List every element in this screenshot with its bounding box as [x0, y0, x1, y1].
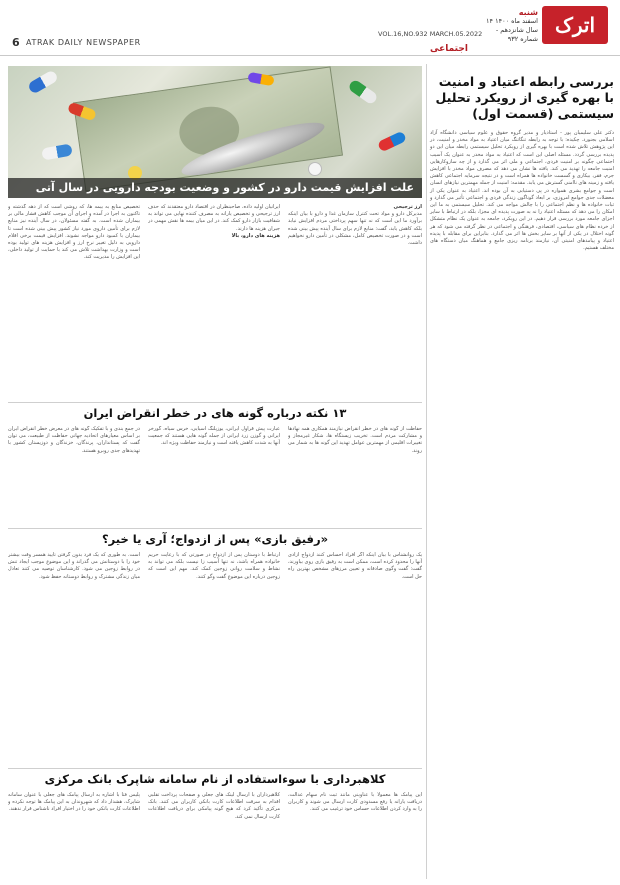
pill-shape: [27, 69, 59, 94]
marriage-article-col-1: است. به طوری که یک فرد بدون گرفتن تأیید همسر وقت بیشتر خود را با دوستانش می گذراند و این موضوع موجب ایجاد تنش در روابط زوجین می شود. کارشناسان توصیه می کنند تعادل میان زندگی مشترک و روابط دوستانه حفظ شود.: [8, 552, 140, 580]
pill-shape: [347, 78, 378, 105]
marriage-article-headline: «رفیق بازی» پس از ازدواج؛ آری یا خیر؟: [101, 532, 328, 546]
date-persian: ۱۴ اسفند ماه ۱۴۰۰: [486, 17, 538, 25]
right-article: [430, 60, 614, 878]
column-divider: [426, 64, 427, 879]
section-divider: [8, 402, 422, 403]
pill-shape: [377, 131, 407, 153]
section-divider: [8, 768, 422, 769]
right-article-body: دکتر علی سلیمیان پور - استادیار و مدیر گروه حقوق و علوم سیاسی دانشگاه آزاد اسلامی بجنورد. چکیده: با توجه به رابطه تنگاتنگ میان اعتیاد به مواد مخدر و امنیت، در این پژوهش تلاش شده است با بهره گیری از رویکرد تحلیل سیستمی رابطه میان این دو پدیده بررسی گردد. مسئله اصلی این است که اعتیاد به مواد مخدر به عنوان یک آسیب اجتماعی چگونه بر امنیت فردی، اجتماعی و ملی اثر می گذارد و از چه سازوکارهایی امنیت جامعه را تهدید می کند. یافته ها نشان می دهد که مصرف مواد مخدر با افزایش جرم، فقر، بیکاری و گسست خانواده ها همراه است و در نتیجه سرمایه اجتماعی کاهش یافته و زمینه های ناامنی گسترش می یابد. مقدمه: امنیت از جمله مهمترین نیازهای انسان است و جوامع بشری همواره در پی دستیابی به آن بوده اند. اعتیاد به عنوان یکی از معضلات جدی جوامع امروزی، بر ابعاد گوناگون زندگی فردی و اجتماعی تأثیر می گذارد و ثبات خانواده ها و نظم اجتماعی را با چالش مواجه می کند. تحلیل سیستمی به ما این امکان را می دهد که مسئله اعتیاد را نه به صورت پدیده ای مجزا، بلکه در ارتباط با سایر اجزای جامعه مورد بررسی قرار دهیم. در این رویکرد، جامعه به عنوان یک نظام متشکل از خرده نظام های سیاسی، اقتصادی، فرهنگی و اجتماعی در نظر گرفته می شود که هر گونه اختلال در یکی از آنها بر سایر بخش ها اثر می گذارد. بنابراین برای مقابله با پدیده اعتیاد و پیامدهای امنیتی آن، نیازمند برنامه ریزی جامع و هماهنگ میان دستگاه های مختلف هستیم.: [430, 130, 614, 252]
date-day: شنبه: [518, 8, 538, 17]
volume-line: VOL.16,NO.932 MARCH.05.2022: [378, 30, 483, 38]
paper-title: ATRAK DAILY NEWSPAPER: [26, 38, 141, 47]
newspaper-logo: اترک: [542, 6, 608, 44]
drug-article-col-2-text: ایرانیان اولیه داده، صاحبنظران در اقتصاد دارو معتقدند که حذف ارز ترجیحی و تخصیص یارانه به مصرف کننده نهایی می تواند به شفافیت بازار دارو کمک کند. در این میان بیمه ها نقش مهمی در جبران هزینه ها دارند.: [148, 204, 280, 232]
species-article-col-1: در جمع بندی و با تفکیک گونه های در معرض خطر انقراض ایران بر اساس معیارهای اتحادیه جهانی حفاظت از طبیعت، می توان گفت که پستانداران، پرندگان، خزندگان و دوزیستان کشور با تهدیدهای جدی روبرو هستند.: [8, 426, 140, 454]
page-header: [0, 0, 620, 56]
date-block: [478, 8, 538, 44]
drug-article-subhead-1: هزینه های دارو، بالا: [231, 232, 280, 239]
photo-caption: علت افزایش قیمت دارو در کشور و وضعیت بودجه دارویی در سال آتی: [35, 181, 414, 194]
drug-article-col-3: [288, 204, 422, 398]
drug-article-subhead-2: ارز ترجیحی: [393, 204, 422, 210]
drug-article-col-2: [148, 204, 280, 398]
bank-article-col-1: پلیس فتا با اشاره به ارسال پیامک های جعلی با عنوان سامانه شاپرک، هشدار داد که شهروندان به این پیامک ها توجه نکرده و اطلاعات کارت بانکی خود را در اختیار افراد ناشناس قرار ندهند.: [8, 792, 140, 813]
page-number: 6: [12, 36, 20, 49]
issue-line: سال شانزدهم - شماره ۹۳۲: [495, 26, 538, 43]
photo-caption-bar: [8, 178, 422, 198]
bank-article-col-3: این پیامک ها معمولا با عناوینی مانند ثبت نام سهام عدالت، دریافت یارانه یا رفع مسدودی کارت ارسال می شوند و کاربران را به وارد کردن اطلاعات حساس خود ترغیب می کنند.: [288, 792, 422, 813]
pill-shape: [41, 143, 73, 160]
section-label: اجتماعی: [430, 44, 468, 54]
section-divider: [8, 528, 422, 529]
species-article-col-3: حفاظت از گونه های در خطر انقراض نیازمند همکاری همه نهادها و مشارکت مردم است. تخریب زیستگاه ها، شکار غیرمجاز و تغییرات اقلیمی از مهمترین عوامل تهدید این گونه ها به شمار می روند.: [288, 426, 422, 454]
pill-shape: [308, 162, 322, 176]
right-article-headline: بررسی رابطه اعتیاد و امنیت با بهره گیری از رویکرد تحلیل سیستمی (قسمت اول): [435, 74, 614, 121]
bank-article-col-2: کلاهبرداران با ارسال لینک های جعلی و صفحات پرداخت تقلبی اقدام به سرقت اطلاعات کارت بانکی کاربران می کنند. بانک مرکزی تأکید کرد که هیچ گونه پیامکی برای دریافت اطلاعات کارت ارسال نمی کند.: [148, 792, 280, 820]
bank-article-headline: کلاهبرداری با سوءاستفاده از نام سامانه شاپرک بانک مرکزی: [44, 772, 386, 786]
species-article-headline: ۱۳ نکته درباره گونه های در خطر انقراض ایران: [83, 406, 347, 420]
marriage-article-col-2: ارتباط با دوستان پس از ازدواج در صورتی که با رعایت حریم خانواده همراه باشد، نه تنها آسیب زا نیست بلکه می تواند به نشاط و سلامت روانی زوجین کمک کند. مهم این است که زوجین درباره این موضوع گفت وگو کنند.: [148, 552, 280, 580]
drug-article-col-3-text: مدیرکل دارو و مواد تحت کنترل سازمان غذا و دارو با بیان اینکه برآورد ما این است که نه تنها سهم پرداختی مردم افزایش نیابد بلکه کاهش یابد، گفت: منابع لازم برای سال آینده پیش بینی شده است و در صورت تخصیص کامل، مشکلی در تأمین دارو نخواهیم داشت.: [288, 211, 422, 247]
species-article-col-2: عبارت پیش قراول ایرانی، یوزپلنگ آسیایی، خرس سیاه، گورخر ایرانی و گوزن زرد ایرانی از جمله گونه هایی هستند که جمعیت آنها به شدت کاهش یافته است و نیازمند حفاظت ویژه اند.: [148, 426, 280, 447]
drug-article-col-1: تخصیص منابع به بیمه ها، که روشی است که از دهه گذشته و تاکنون به اجرا در آمده و اجرای آن موجب کاهش فشار مالی بر بیماران شده است. به گفته مسئولان، در سال آینده نیز منابع لازم برای تأمین داروی مورد نیاز کشور پیش بینی شده است تا بیماران با کمبود دارو مواجه نشوند. افزایش قیمت برخی اقلام دارویی به دلیل تغییر نرخ ارز و افزایش هزینه های تولید بوده است و وزارت بهداشت تلاش می کند با حمایت از تولید داخلی، این افزایش را مدیریت کند.: [8, 204, 140, 261]
marriage-article-col-3: یک روانشناس با بیان اینکه اگر افراد احساس کنند ازدواج آزادی آنها را محدود کرده است، ممکن است به رفیق بازی روی بیاورند، گفت: گفت وگوی صادقانه و تعیین مرزهای مشخص بهترین راه حل است.: [288, 552, 422, 580]
